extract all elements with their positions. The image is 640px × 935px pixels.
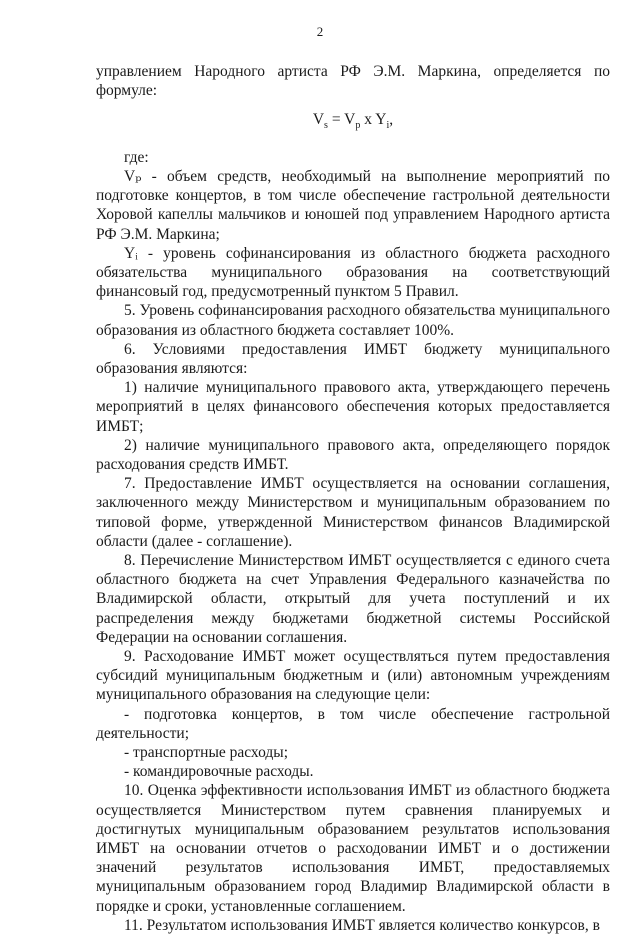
formula bbox=[96, 110, 610, 135]
formula-left: V bbox=[312, 111, 325, 129]
paragraph-clause-7: 7. Предоставление ИМБТ осуществляется на основании соглашения, заключенного между Министерством и муниципальным образованием по типовой форме, утвержденной Министерством финансов Владимирской области (далее - соглашение). bbox=[96, 475, 610, 550]
paragraph-yi-definition: Yᵢ - уровень софинансирования из областного бюджета расходного обязательства муниципального образования на соответствующий финансовый год, предусмотренный пунктом 5 Правил. bbox=[96, 244, 610, 301]
paragraph-clause-11: 11. Результатом использования ИМБТ является количество конкурсов, в bbox=[124, 916, 600, 934]
where-label: где: bbox=[124, 148, 149, 166]
paragraph-clause-9-item-3: - командировочные расходы. bbox=[124, 763, 314, 781]
paragraph-clause-9: 9. Расходование ИМБТ может осуществляться путем предоставления субсидий муниципальным бюджетным и (или) автономным учреждениям муниципального образования на следующие цели: bbox=[96, 647, 610, 704]
paragraph-clause-6-item-1: 1) наличие муниципального правового акта, утверждающего перечень мероприятий в целях финансового обеспечения которых предоставляется ИМБТ; bbox=[96, 379, 610, 435]
formula-mid-sub: p bbox=[355, 120, 361, 132]
paragraph-vp-definition: Vₚ - объем средств, необходимый на выполнение мероприятий по подготовке концертов, в том числе обеспечение гастрольной деятельности Хоровой капеллы мальчиков и юношей под управлением Народного артиста РФ Э.М. Маркина; bbox=[96, 167, 610, 243]
paragraph-clause-9-item-2: - транспортные расходы; bbox=[124, 744, 289, 761]
formula-times: x Y bbox=[360, 111, 387, 129]
document-body bbox=[96, 62, 610, 935]
formula-left-sub: s bbox=[324, 120, 328, 132]
formula-end: , bbox=[389, 111, 394, 129]
paragraph-clause-10: 10. Оценка эффективности использования ИМБТ из областного бюджета осуществляется Министерством путем сравнения планируемых и достигнутых муниципальным образованием результатов использования ИМБТ на основании отчетов о расходовании ИМБТ и о достижении значений результатов использования ИМБТ, предоставляемых муниципальным образованием город Владимир Владимирской области в порядке и сроки, установленные соглашением. bbox=[96, 782, 610, 915]
page-number: 2 bbox=[316, 24, 324, 39]
intro-paragraph: управлением Народного артиста РФ Э.М. Маркина, определяется по формуле: bbox=[96, 63, 610, 100]
formula-eq: = V bbox=[327, 111, 356, 129]
paragraph-clause-6: 6. Условиями предоставления ИМБТ бюджету муниципального образования являются: bbox=[96, 340, 610, 377]
formula-right-sub: i bbox=[386, 120, 390, 132]
paragraph-clause-8: 8. Перечисление Министерством ИМБТ осуществляется с единого счета областного бюджета на счет Управления Федерального казначейства по Владимирской области, открытый для учета поступлений и их распределения между бюджетами бюджетной системы Российской Федерации на основании соглашения. bbox=[96, 551, 610, 646]
paragraph-clause-5: 5. Уровень софинансирования расходного обязательства муниципального образования из областного бюджета составляет 100%. bbox=[96, 302, 610, 339]
paragraph-clause-6-item-2: 2) наличие муниципального правового акта, определяющего порядок расходования средств ИМБТ. bbox=[96, 436, 610, 473]
paragraph-clause-9-item-1: - подготовка концертов, в том числе обеспечение гастрольной деятельности; bbox=[96, 705, 610, 742]
